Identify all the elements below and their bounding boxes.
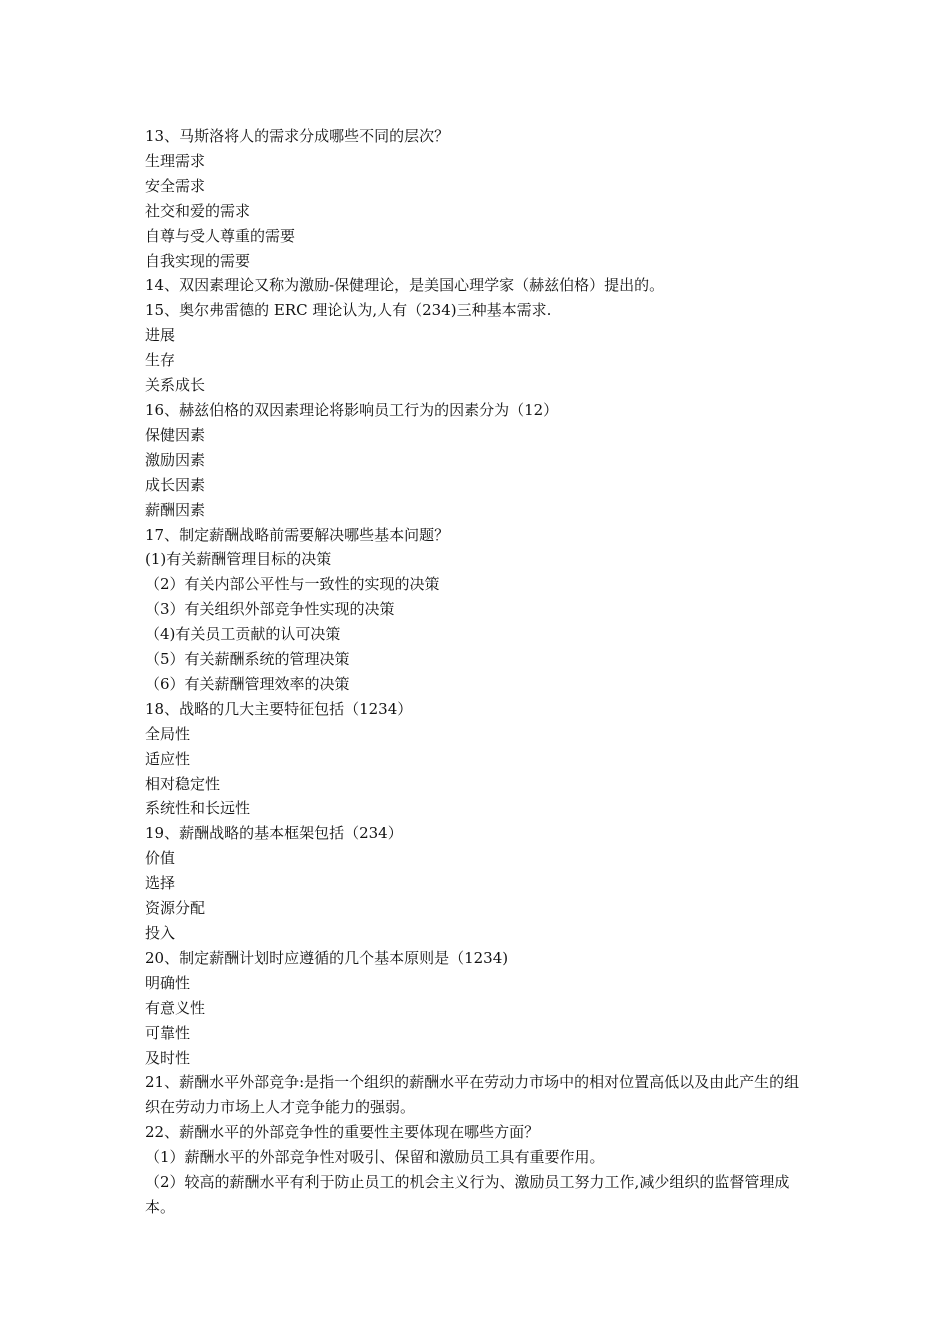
answer-line: （1）薪酬水平的外部竞争性对吸引、保留和激励员工具有重要作用。 [145, 1148, 605, 1167]
answer-line: 成长因素 [145, 475, 206, 494]
answer-line: 保健因素 [145, 425, 206, 444]
answer-line: 安全需求 [145, 176, 206, 195]
question-17: 17、制定薪酬战略前需要解决哪些基本问题？ [145, 525, 450, 544]
answer-line: 资源分配 [145, 899, 206, 918]
question-16: 16、赫兹伯格的双因素理论将影响员工行为的因素分为（12） [145, 400, 559, 419]
answer-line: 生理需求 [145, 151, 206, 170]
answer-line: 适应性 [145, 749, 191, 768]
answer-line: 激励因素 [145, 450, 206, 469]
answer-line: 系统性和长远性 [145, 799, 251, 818]
question-13: 13、马斯洛将人的需求分成哪些不同的层次？ [145, 127, 450, 145]
answer-line: 全局性 [145, 724, 191, 743]
answer-line: (1)有关薪酬管理目标的决策 [145, 550, 332, 569]
answer-line: 进展 [145, 326, 176, 345]
answer-line: （2）较高的薪酬水平有利于防止员工的机会主义行为、激励员工努力工作,减少组织的监督管理成本。 [145, 1173, 790, 1216]
answer-line: 关系成长 [145, 376, 206, 395]
answer-line: （3）有关组织外部竞争性实现的决策 [145, 600, 395, 619]
answer-line: 生存 [145, 351, 176, 370]
question-15: 15、奥尔弗雷德的 ERC 理论认为,人有（234)三种基本需求. [145, 301, 552, 320]
answer-line: 相对稳定性 [145, 774, 221, 793]
answer-line: 明确性 [145, 973, 191, 992]
question-20: 20、制定薪酬计划时应遵循的几个基本原则是（1234) [145, 948, 509, 967]
question-21: 21、薪酬水平外部竞争:是指一个组织的薪酬水平在劳动力市场中的相对位置高低以及由此产生的组织在劳动力市场上人才竞争能力的强弱。 [145, 1073, 800, 1117]
question-19: 19、薪酬战略的基本框架包括（234） [145, 824, 403, 843]
answer-line: （5）有关薪酬系统的管理决策 [145, 650, 350, 669]
answer-line: 有意义性 [145, 998, 206, 1017]
answer-line: 选择 [145, 874, 176, 893]
document-body [145, 124, 810, 1220]
question-14: 14、双因素理论又称为激励-保健理论，是美国心理学家（赫兹伯格）提出的。 [145, 276, 665, 295]
question-22: 22、薪酬水平的外部竞争性的重要性主要体现在哪些方面？ [145, 1123, 540, 1142]
answer-line: （4)有关员工贡献的认可决策 [145, 625, 341, 644]
answer-line: 可靠性 [145, 1023, 191, 1042]
answer-line: 投入 [145, 924, 176, 942]
answer-line: 自尊与受人尊重的需要 [145, 226, 296, 245]
answer-line: 及时性 [145, 1048, 191, 1067]
answer-line: 价值 [145, 849, 176, 868]
answer-line: 自我实现的需要 [145, 251, 251, 270]
answer-line: 社交和爱的需求 [145, 201, 251, 220]
question-18: 18、战略的几大主要特征包括（1234） [145, 699, 413, 718]
answer-line: （6）有关薪酬管理效率的决策 [145, 674, 350, 693]
answer-line: 薪酬因素 [145, 500, 206, 519]
answer-line: （2）有关内部公平性与一致性的实现的决策 [145, 575, 440, 594]
